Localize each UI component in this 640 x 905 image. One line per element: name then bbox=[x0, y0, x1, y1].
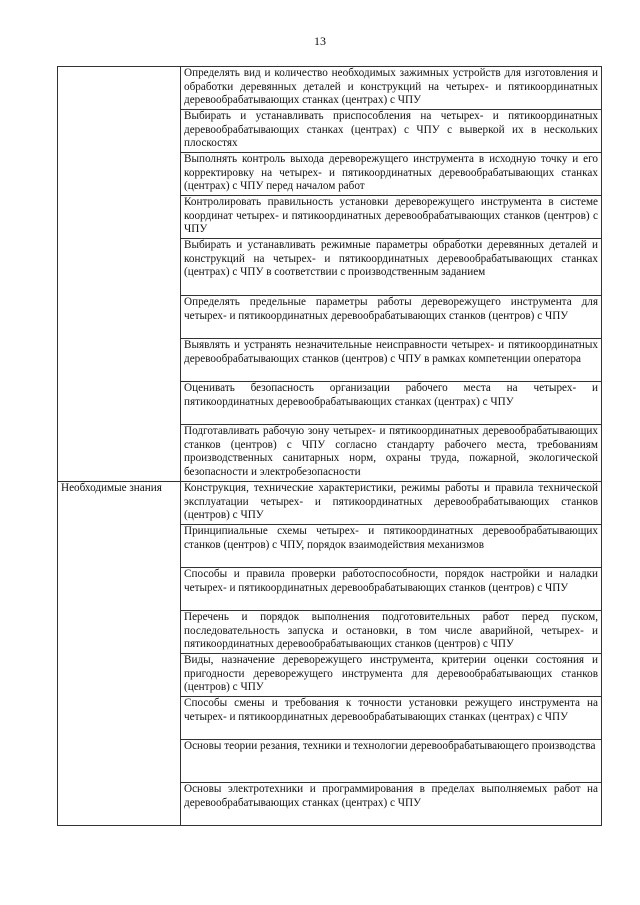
knowledge-item: Основы электротехники и программирования в пределах выполняемых работ на деревообрабатывающих станках (центрах) с ЧПУ bbox=[181, 783, 602, 826]
table-row bbox=[58, 482, 602, 525]
skill-item: Выбирать и устанавливать приспособления на четырех- и пятикоординатных деревообрабатывающих станках (центрах) с ЧПУ с выверкой их в нескольких плоскостях bbox=[181, 110, 602, 153]
knowledge-item: Способы и правила проверки работоспособности, порядок настройки и наладки четырех- и пятикоординатных деревообрабатывающих станков (центров) с ЧПУ bbox=[181, 568, 602, 611]
requirements-table bbox=[57, 66, 602, 826]
knowledge-item: Виды, назначение дереворежущего инструмента, критерии оценки состояния и пригодности дереворежущего инструмента для деревообрабатывающих станков (центров) с ЧПУ bbox=[181, 654, 602, 697]
knowledge-item: Способы смены и требования к точности установки режущего инструмента на четырех- и пятикоординатных деревообрабатывающих станках (центрах) с ЧПУ bbox=[181, 697, 602, 740]
row-label-knowledge: Необходимые знания bbox=[58, 482, 181, 826]
skill-item: Контролировать правильность установки дереворежущего инструмента в системе координат четырех- и пятикоординатных деревообрабатывающих станков (центров) с ЧПУ bbox=[181, 196, 602, 239]
skill-item: Определять вид и количество необходимых зажимных устройств для изготовления и обработки деревянных деталей и конструкций на четырех- и пятикоординатных деревообрабатывающих станках (центрах) с ЧПУ bbox=[181, 67, 602, 110]
skill-item: Выполнять контроль выхода дереворежущего инструмента в исходную точку и его корректировку на четырех- и пятикоординатных деревообрабатывающих станках (центрах) с ЧПУ перед началом работ bbox=[181, 153, 602, 196]
skill-item: Подготавливать рабочую зону четырех- и пятикоординатных деревообрабатывающих станков (центров) с ЧПУ согласно стандарту рабочего места, требованиям производственных санитарных норм, охраны труда, пожарной, экологической безопасности и электробезопасности bbox=[181, 425, 602, 482]
skill-item: Оценивать безопасность организации рабочего места на четырех- и пятикоординатных деревообрабатывающих станках (центрах) с ЧПУ bbox=[181, 382, 602, 425]
row-label-skills bbox=[58, 67, 181, 482]
knowledge-item: Основы теории резания, техники и технологии деревообрабатывающего производства bbox=[181, 740, 602, 783]
page-number: 13 bbox=[314, 34, 326, 48]
knowledge-item: Принципиальные схемы четырех- и пятикоординатных деревообрабатывающих станков (центров) с ЧПУ, порядок взаимодействия механизмов bbox=[181, 525, 602, 568]
skill-item: Выявлять и устранять незначительные неисправности четырех- и пятикоординатных деревообрабатывающих станков (центров) с ЧПУ в рамках компетенции оператора bbox=[181, 339, 602, 382]
knowledge-item: Перечень и порядок выполнения подготовительных работ перед пуском, последовательность запуска и остановки, в том числе аварийной, четырех- и пятикоординатных деревообрабатывающих станков (центров) с ЧПУ bbox=[181, 611, 602, 654]
skill-item: Выбирать и устанавливать режимные параметры обработки деревянных деталей и конструкций на четырех- и пятикоординатных деревообрабатывающих станках (центрах) с ЧПУ в соответствии с производственным заданием bbox=[181, 239, 602, 296]
table-row bbox=[58, 67, 602, 110]
knowledge-item: Конструкция, технические характеристики, режимы работы и правила технической эксплуатации четырех- и пятикоординатных деревообрабатывающих станков (центров) с ЧПУ bbox=[181, 482, 602, 525]
skill-item: Определять предельные параметры работы дереворежущего инструмента для четырех- и пятикоординатных деревообрабатывающих станков (центров) с ЧПУ bbox=[181, 296, 602, 339]
